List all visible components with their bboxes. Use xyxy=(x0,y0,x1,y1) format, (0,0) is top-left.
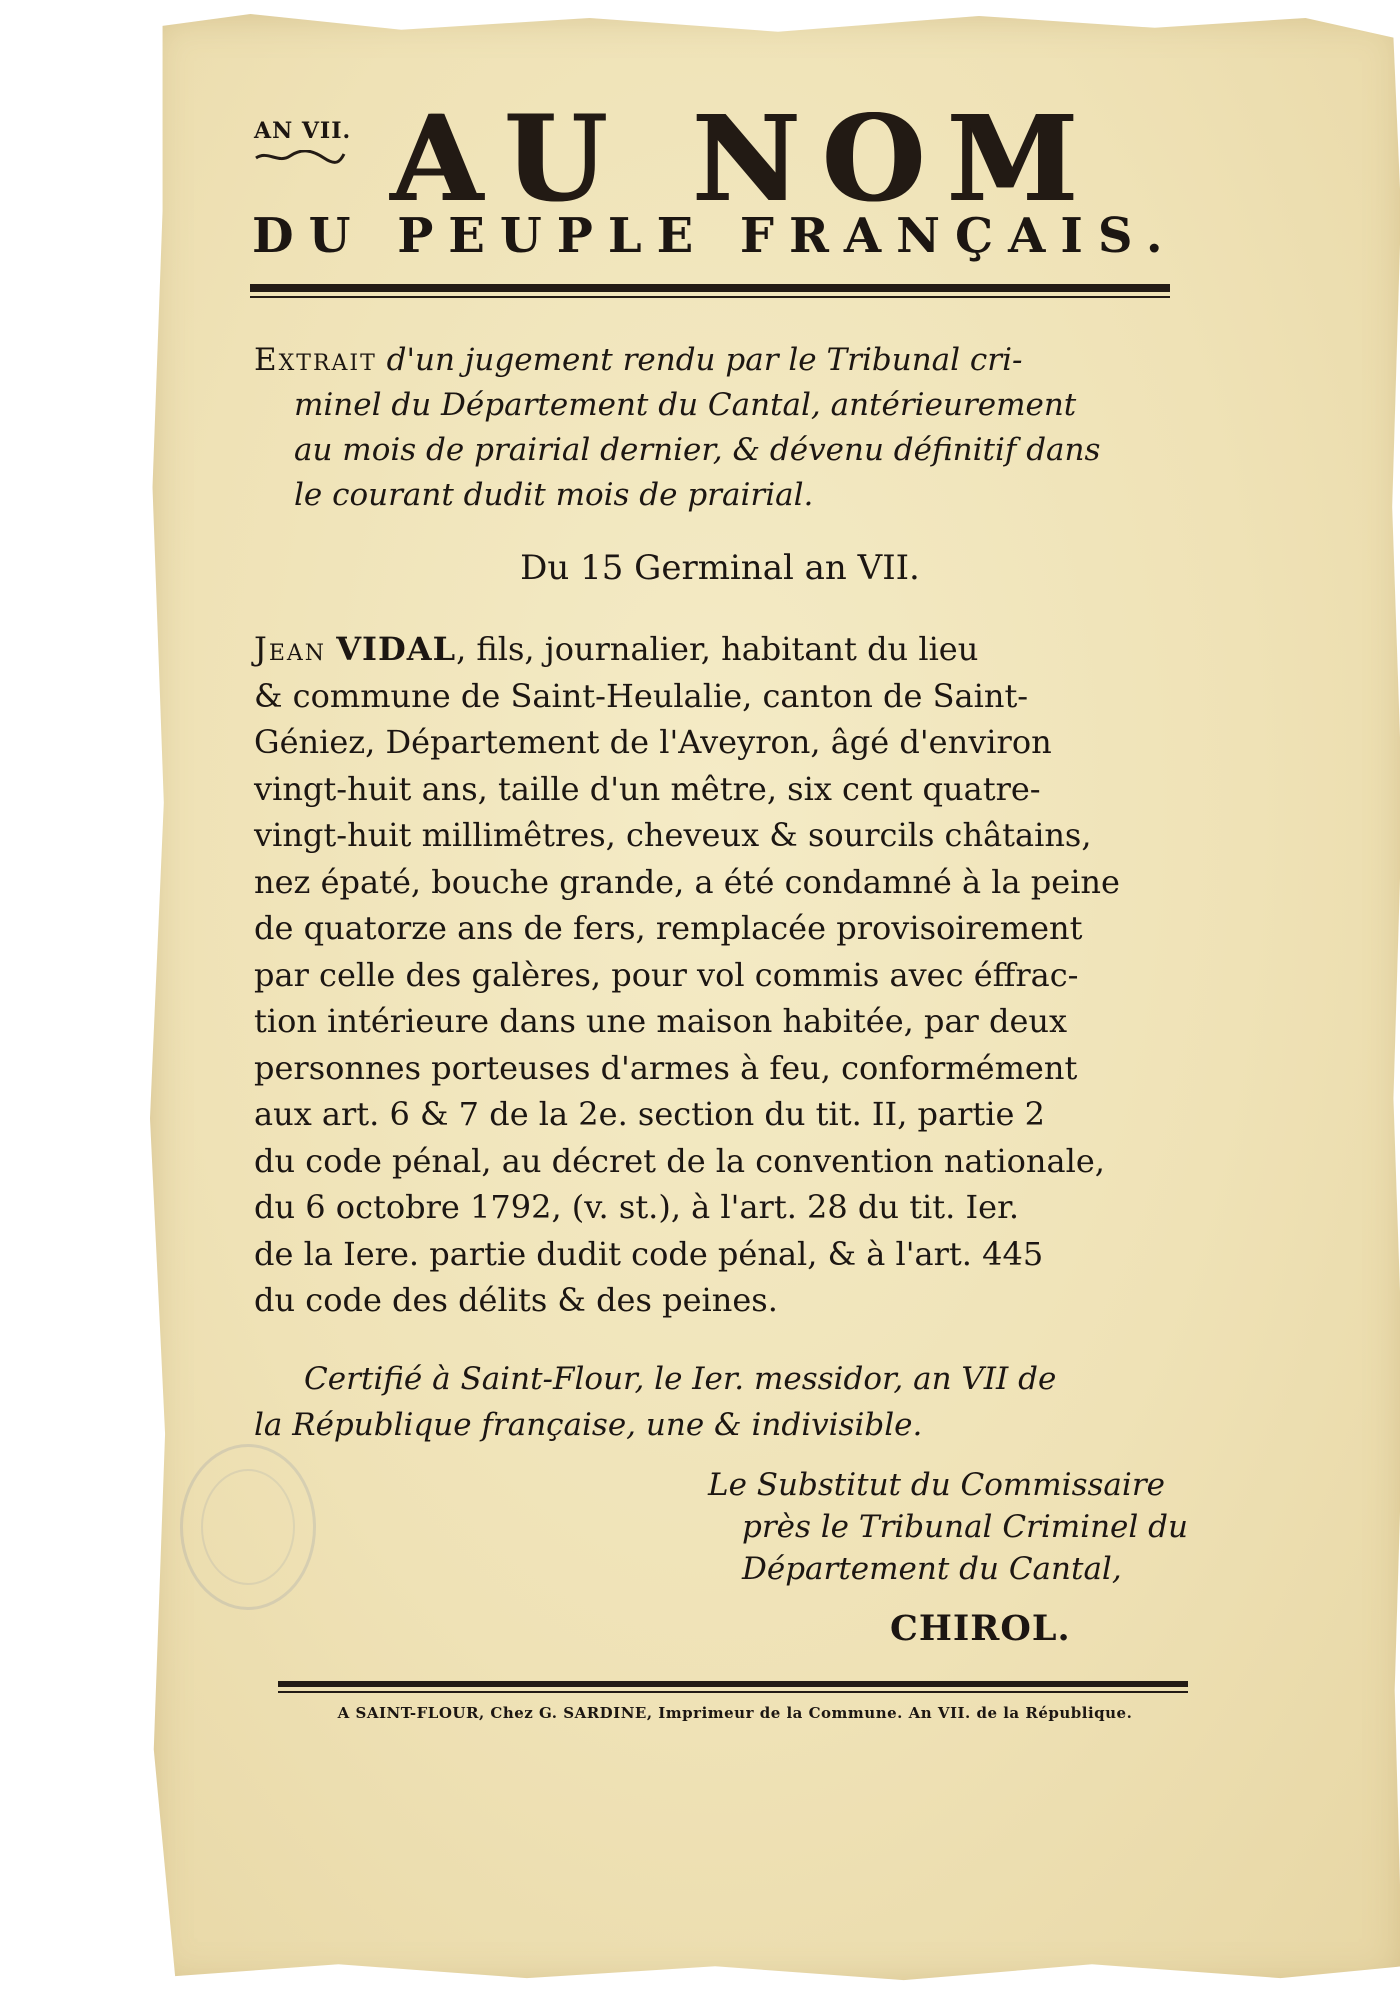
defendant-last-name: VIDAL xyxy=(336,630,457,668)
body-line-text: , fils, journalier, habitant du lieu xyxy=(456,630,979,668)
footer-divider-thick xyxy=(278,1681,1188,1687)
signoff-line-2: près le Tribunal Criminel du xyxy=(742,1509,1188,1545)
footer-divider-thin xyxy=(278,1691,1188,1693)
body-line: & commune de Saint-Heulalie, canton de Saint- xyxy=(254,676,1029,715)
signatory-name: CHIROL. xyxy=(890,1608,1071,1649)
signoff-line-1: Le Substitut du Commissaire xyxy=(708,1467,1165,1503)
extract-line-1 xyxy=(254,338,1184,383)
body-line: aux art. 6 & 7 de la 2e. section du tit. II, partie 2 xyxy=(254,1095,1045,1133)
printer-imprint: A SAINT-FLOUR, Chez G. SARDINE, Imprimeur de la Commune. An VII. de la République. xyxy=(337,1704,1133,1722)
body-line: du code des délits & des peines. xyxy=(254,1281,778,1319)
title-divider-thick xyxy=(250,284,1170,292)
extract-line-1-text: d'un jugement rendu par le Tribunal cri- xyxy=(376,342,1023,378)
body-line: vingt-huit ans, taille d'un mêtre, six cent quatre- xyxy=(254,769,1041,808)
body-line: tion intérieure dans une maison habitée, par deux xyxy=(254,1002,1068,1040)
extract-line-3: au mois de prairial dernier, & dévenu définitif dans xyxy=(294,432,1101,468)
extract-paragraph xyxy=(254,338,1184,518)
extract-lead-word: Extrait xyxy=(254,342,377,378)
judgment-body xyxy=(254,626,1194,1324)
body-line: du code pénal, au décret de la convention nationale, xyxy=(254,1141,1105,1180)
page-subtitle: DU PEUPLE FRANÇAIS. xyxy=(252,208,1178,264)
ornament-swash-icon xyxy=(254,150,346,164)
body-line: du 6 octobre 1792, (v. st.), à l'art. 28 du tit. Ier. xyxy=(254,1188,1020,1226)
body-line: personnes porteuses d'armes à feu, conformément xyxy=(254,1048,1078,1087)
extract-line-4: le courant dudit mois de prairial. xyxy=(294,477,814,513)
certification-line-1: Certifié à Saint-Flour, le Ier. messidor, an VII de xyxy=(304,1361,1057,1397)
year-tag: AN VII. xyxy=(254,118,352,144)
judgment-date: Du 15 Germinal an VII. xyxy=(520,548,920,588)
body-line: par celle des galères, pour vol commis avec éffrac- xyxy=(254,955,1079,994)
page-title: AU NOM xyxy=(390,89,1099,228)
extract-line-2: minel du Département du Cantal, antérieurement xyxy=(294,387,1077,423)
body-line: vingt-huit millimêtres, cheveux & sourcils châtains, xyxy=(254,816,1092,854)
signoff-block xyxy=(708,1464,1208,1590)
body-line: de la Iere. partie dudit code pénal, & à l'art. 445 xyxy=(254,1234,1044,1273)
signoff-line-3: Département du Cantal, xyxy=(742,1551,1122,1587)
body-line xyxy=(254,626,1194,673)
defendant-first-name: Jean xyxy=(254,630,327,668)
certification xyxy=(254,1356,1194,1448)
body-line: de quatorze ans de fers, remplacée provisoirement xyxy=(254,909,1083,947)
body-line: Géniez, Département de l'Aveyron, âgé d'environ xyxy=(254,723,1052,761)
library-stamp-mark xyxy=(180,1444,316,1610)
certification-line-2: la République française, une & indivisible. xyxy=(254,1407,923,1443)
body-line: nez épaté, bouche grande, a été condamné à la peine xyxy=(254,862,1120,901)
title-divider-thin xyxy=(250,296,1170,298)
